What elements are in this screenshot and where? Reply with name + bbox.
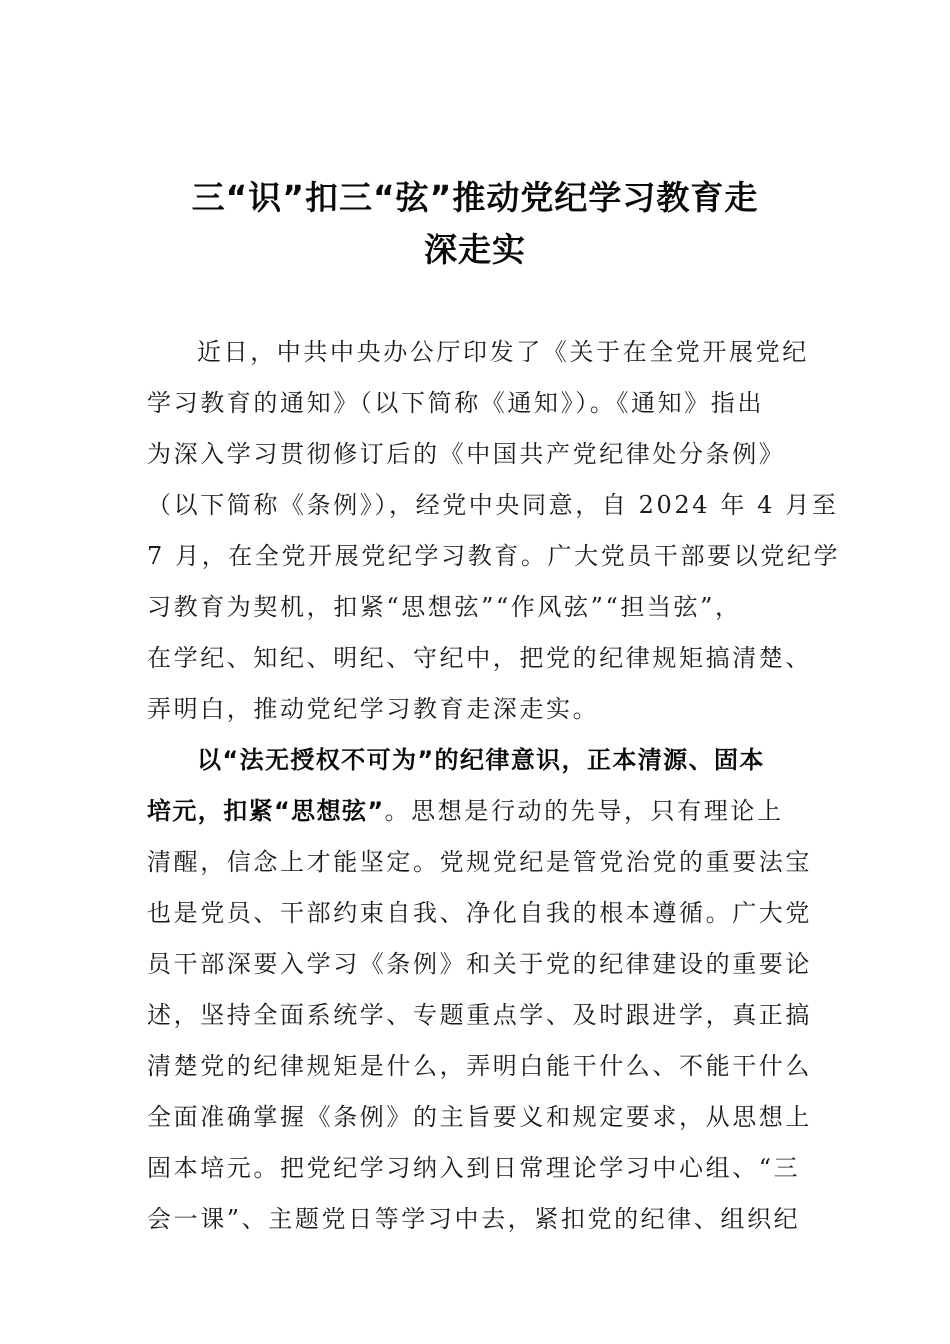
paragraph-line: 7 月，在全党开展党纪学习教育。广大党员干部要以党纪学 — [147, 542, 841, 570]
section-heading-line: 以“法无授权不可为”的纪律意识，正本清源、固本 — [197, 746, 765, 774]
paragraph-line: 员干部深要入学习《条例》和关于党的纪律建设的重要论 — [147, 950, 812, 978]
paragraph-line: 近日，中共中央办公厅印发了《关于在全党开展党纪 — [197, 338, 809, 366]
paragraph-line: 在学纪、知纪、明纪、守纪中，把党的纪律规矩搞清楚、 — [147, 644, 812, 672]
paragraph-line: 弄明白，推动党纪学习教育走深走实。 — [147, 695, 600, 723]
paragraph-line: 固本培元。把党纪学习纳入到日常理论学习中心组、“三 — [147, 1154, 801, 1182]
paragraph-thought-string — [147, 735, 812, 1245]
paragraph-line: （以下简称《条例》），经党中央同意，自 2024 年 4 月至 — [147, 491, 839, 519]
paragraph-line: 清醒，信念上才能坚定。党规党纪是管党治党的重要法宝 — [147, 848, 812, 876]
paragraph-text: 。思想是行动的先导，只有理论上 — [384, 797, 784, 825]
paragraph-line: 学习教育的通知》（以下简称《通知》）。《通知》指出 — [147, 389, 764, 417]
document-body — [147, 327, 841, 1245]
paragraph-line: 述，坚持全面系统学、专题重点学、及时跟进学，真正搞 — [147, 1001, 812, 1029]
paragraph-line: 会一课”、主题党日等学习中去，紧扣党的纪律、组织纪 — [147, 1205, 801, 1233]
paragraph-line: 全面准确掌握《条例》的主旨要义和规定要求，从思想上 — [147, 1103, 812, 1131]
paragraph-line — [147, 786, 807, 837]
paragraph-line: 也是党员、干部约束自我、净化自我的根本遵循。广大党 — [147, 899, 812, 927]
paragraph-intro — [147, 327, 841, 735]
paragraph-line: 为深入学习贯彻修订后的《中国共产党纪律处分条例》 — [147, 440, 786, 468]
section-heading-tail: 培元，扣紧“思想弦” — [147, 797, 385, 825]
title-line: 三“识”扣三“弦”推动党纪学习教育走 — [191, 178, 759, 217]
document-title — [140, 172, 810, 276]
paragraph-line: 习教育为契机，扣紧“思想弦”“作风弦”“担当弦”， — [147, 593, 742, 621]
title-line: 深走实 — [424, 230, 526, 269]
paragraph-line: 清楚党的纪律规矩是什么，弄明白能干什么、不能干什么 — [147, 1052, 812, 1080]
